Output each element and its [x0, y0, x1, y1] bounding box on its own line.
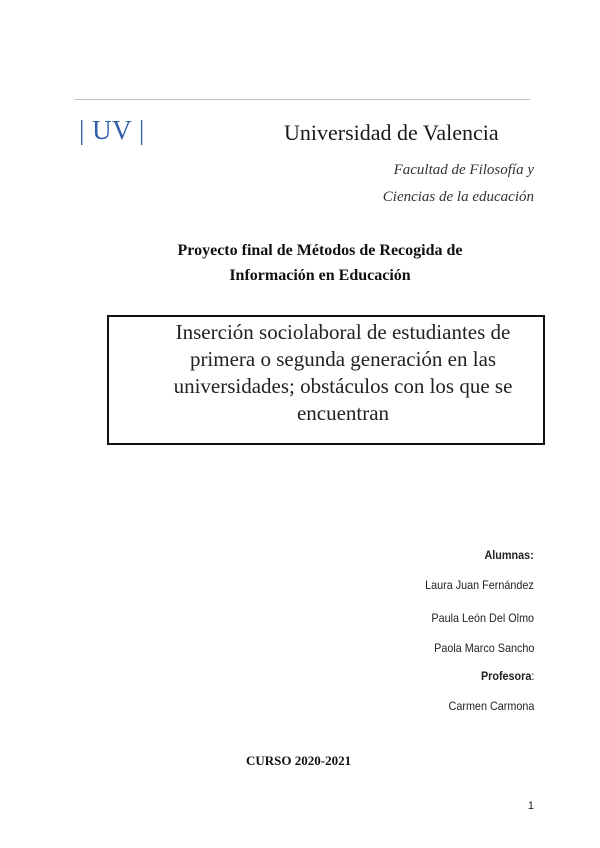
teacher-label: Profesora [480, 669, 531, 683]
students-label: Alumnas: [484, 548, 534, 562]
topic-title [149, 319, 537, 427]
project-title-line-2: Información en Educación [229, 267, 411, 284]
topic-line-4: encuentran [296, 401, 390, 425]
topic-line-1: Inserción sociolaboral de estudiantes de [175, 320, 511, 344]
page-number: 1 [527, 800, 534, 812]
faculty-name [383, 157, 534, 211]
teacher-label-colon: : [530, 669, 534, 683]
topic-line-3: universidades; obstáculos con los que se [173, 374, 513, 398]
faculty-line-2: Ciencias de la educación [382, 189, 534, 205]
faculty-line-1: Facultad de Filosofía y [393, 162, 534, 178]
topic-line-2: primera o segunda generación en las [189, 347, 497, 371]
project-title-line-1: Proyecto final de Métodos de Recogida de [177, 242, 463, 259]
student-name-2: Paula León Del Olmo [431, 611, 534, 625]
teacher-label-line [481, 669, 534, 683]
teacher-name: Carmen Carmona [448, 699, 534, 713]
project-title [110, 238, 530, 288]
university-name: Universidad de Valencia [284, 120, 499, 145]
course-year: CURSO 2020-2021 [246, 753, 352, 768]
student-name-1: Laura Juan Fernández [425, 578, 534, 592]
student-name-3: Paola Marco Sancho [433, 641, 534, 655]
uv-logo: | UV | [79, 115, 145, 145]
header-divider [74, 99, 530, 100]
topic-box [107, 315, 545, 445]
